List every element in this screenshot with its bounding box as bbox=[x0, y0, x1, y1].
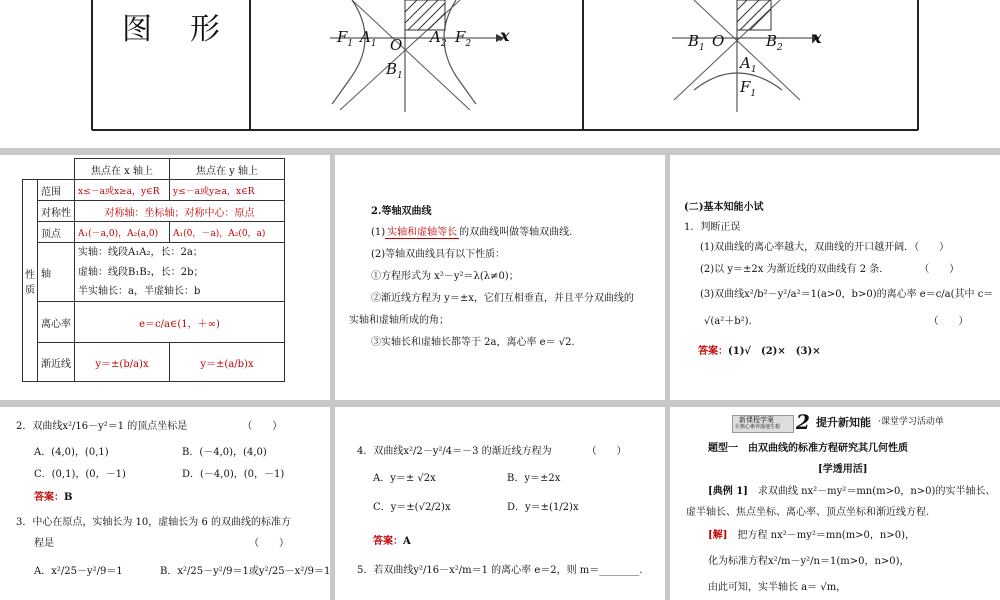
solution-label: [解] bbox=[708, 530, 728, 541]
slide-panel-6 bbox=[670, 407, 1000, 600]
g2-A1: A bbox=[740, 54, 751, 72]
slide-panel-1 bbox=[0, 155, 330, 400]
g1-x: x bbox=[500, 26, 510, 45]
p2-blank: 实轴和虚轴等长 bbox=[387, 227, 458, 238]
p5-q5: 5．若双曲线y²/16－x²/m＝1 的离心率 e＝2，则 m＝________. bbox=[357, 565, 643, 576]
axis-imag: 虚轴：线段B₁B₂，长：2b； bbox=[78, 267, 204, 278]
topic-title: 题型一 由双曲线的标准方程研究其几何性质 bbox=[708, 443, 908, 454]
g2-B1: B bbox=[688, 32, 700, 50]
g1-A1: A bbox=[360, 28, 371, 46]
solution-text-3: 由此可知，实半轴长 a＝ √m， bbox=[708, 582, 847, 593]
g2-F1: F bbox=[740, 78, 751, 96]
p4-answer-label: 答案： bbox=[34, 492, 64, 503]
p3-title: (二)基本知能小试 bbox=[684, 202, 764, 213]
asym-y: y＝±(a/b)x bbox=[170, 343, 285, 382]
range-y: y≤－a或y≥a，x∈R bbox=[170, 180, 285, 201]
p3-q1: 1．判断正误 bbox=[684, 222, 741, 233]
p3-a1: (1)双曲线的离心率越大，双曲线的开口越开阔．（ ） bbox=[700, 242, 950, 253]
row-vertex: 顶点 bbox=[38, 222, 75, 243]
hatched-rectangle bbox=[405, 0, 445, 30]
example-label: [典例 1] bbox=[708, 486, 748, 497]
p2-l2: (2)等轴双曲线具有以下性质： bbox=[371, 249, 506, 260]
g2-O: O bbox=[712, 32, 725, 50]
solution-text: 把方程 nx²－my²＝mn(m>0，n>0)， bbox=[737, 530, 916, 541]
row-range: 范围 bbox=[38, 180, 75, 201]
p4-q2: 2．双曲线x²/16－y²＝1 的顶点坐标是 （ ） bbox=[16, 421, 283, 432]
p4-q3-optB: B．x²/25－y²/9＝1或y²/25－x²/9＝1 bbox=[160, 566, 330, 577]
p4-answer: B bbox=[64, 492, 73, 503]
learn-heading: [学透用活] bbox=[818, 464, 868, 475]
row-ecc: 离心率 bbox=[38, 302, 75, 343]
row-axis: 轴 bbox=[38, 243, 75, 302]
header-y: 焦点在 y 轴上 bbox=[170, 159, 285, 180]
banner-text: 新课程学案 bbox=[739, 416, 774, 424]
prop-label: 性质 bbox=[23, 180, 38, 382]
p4-optA: A．(4,0)，(0,1) bbox=[34, 447, 109, 458]
p5-optC: C．y＝±(√2/2)x bbox=[373, 502, 451, 513]
p5-q4: 4．双曲线x²/2－y²/4＝－3 的渐近线方程为 （ ） bbox=[357, 446, 627, 457]
p2-l4: ②渐近线方程为 y＝±x，它们互相垂直，并且平分双曲线的 bbox=[371, 293, 634, 304]
example-text-2: 虚半轴长、焦点坐标、离心率、顶点坐标和渐近线方程. bbox=[686, 507, 930, 518]
section-subtitle: ·课堂学习活动单 bbox=[878, 417, 944, 427]
section-title: 提升新知能 bbox=[816, 416, 871, 429]
asym-x: y＝±(b/a)x bbox=[75, 343, 170, 382]
p5-optA: A．y＝± √2x bbox=[373, 473, 436, 484]
eccentricity: e＝c/a∈(1，＋∞) bbox=[75, 302, 285, 343]
g2-x: x bbox=[812, 28, 822, 47]
header-x: 焦点在 x 轴上 bbox=[75, 159, 170, 180]
g1-B1: B bbox=[386, 60, 398, 78]
p2-l6: ③实轴长和虚轴长都等于 2a，离心率 e＝ √2. bbox=[371, 337, 575, 348]
range-x: x≤－a或x≥a，y∈R bbox=[75, 180, 170, 201]
g1-F1: F bbox=[337, 28, 348, 46]
vertex-y: A₁(0，－a)，A₂(0，a) bbox=[170, 222, 285, 243]
g1-O: O bbox=[390, 36, 403, 54]
axis-half: 半实轴长：a，半虚轴长：b bbox=[78, 286, 201, 297]
slide-panel-2 bbox=[335, 155, 665, 400]
p5-optB: B．y＝±2x bbox=[507, 473, 561, 484]
p4-optD: D．(－4,0)，(0，－1) bbox=[182, 469, 285, 480]
p2-l1c: 的双曲线叫做等轴双曲线. bbox=[459, 227, 573, 238]
p5-answer-label: 答案： bbox=[373, 536, 403, 547]
p3-answer-label: 答案： bbox=[698, 346, 728, 357]
p5-answer: A bbox=[403, 536, 411, 547]
p2-l1a: (1) bbox=[371, 227, 386, 238]
slide-panel-3 bbox=[670, 155, 1000, 400]
p3-a3: (3)双曲线x²/b²－y²/a²＝1(a>0，b>0)的离心率 e＝c/a(其中 c＝ bbox=[700, 289, 994, 300]
symmetry: 对称轴：坐标轴；对称中心：原点 bbox=[75, 201, 285, 222]
g1-A2: A bbox=[430, 28, 441, 46]
slide-panel-4 bbox=[0, 407, 330, 600]
row-sym: 对称性 bbox=[38, 201, 75, 222]
top-table-panel: 图 形 $F_1$ $A_1$ O $A_2$ $F_2$ x $B_1$ $B_1$ O $B_2$ x $A_1$ $F_1$ bbox=[0, 0, 1000, 148]
banner-sub: 让核心素养落地生根 bbox=[735, 424, 781, 430]
banner bbox=[732, 415, 794, 433]
solution-text-2: 化为标准方程x²/m－y²/n＝1(m>0，n>0)， bbox=[708, 556, 910, 567]
p4-q3-optA: A．x²/25－y²/9＝1 bbox=[34, 566, 123, 577]
p2-l5: 实轴和虚轴所成的角； bbox=[349, 315, 449, 326]
p4-q3: 3．中心在原点，实轴长为 10，虚轴长为 6 的双曲线的标准方 bbox=[16, 517, 291, 528]
p3-a4: √(a²＋b²)． （ ） bbox=[704, 316, 969, 327]
p4-optB: B．(－4,0)，(4,0) bbox=[182, 447, 267, 458]
section-number: 2 bbox=[796, 410, 810, 434]
p2-l3: ①方程形式为 x²－y²＝λ(λ≠0)； bbox=[371, 271, 519, 282]
p3-a2: (2)以 y＝±2x 为渐近线的双曲线有 2 条． （ ） bbox=[700, 264, 960, 275]
p4-optC: C．(0,1)，(0，－1) bbox=[34, 469, 126, 480]
g2-B2: B bbox=[766, 32, 778, 50]
property-table bbox=[22, 158, 285, 382]
p3-answer: (1)√ (2)× (3)× bbox=[728, 346, 821, 357]
slide-panel-5 bbox=[335, 407, 665, 600]
p5-optD: D．y＝±(1/2)x bbox=[507, 502, 579, 513]
row-asym: 渐近线 bbox=[38, 343, 75, 382]
vertex-x: A₁(－a,0)，A₂(a,0) bbox=[75, 222, 170, 243]
graph-label: 图 形 bbox=[122, 12, 224, 47]
p2-title: 2.等轴双曲线 bbox=[371, 206, 432, 217]
g1-F2: F bbox=[455, 28, 466, 46]
axis-real: 实轴：线段A₁A₂，长：2a； bbox=[78, 247, 203, 258]
example-text: 求双曲线 nx²－my²＝mn(m>0，n>0)的实半轴长、 bbox=[757, 486, 996, 497]
p4-q3b: 程是 （ ） bbox=[34, 538, 289, 549]
